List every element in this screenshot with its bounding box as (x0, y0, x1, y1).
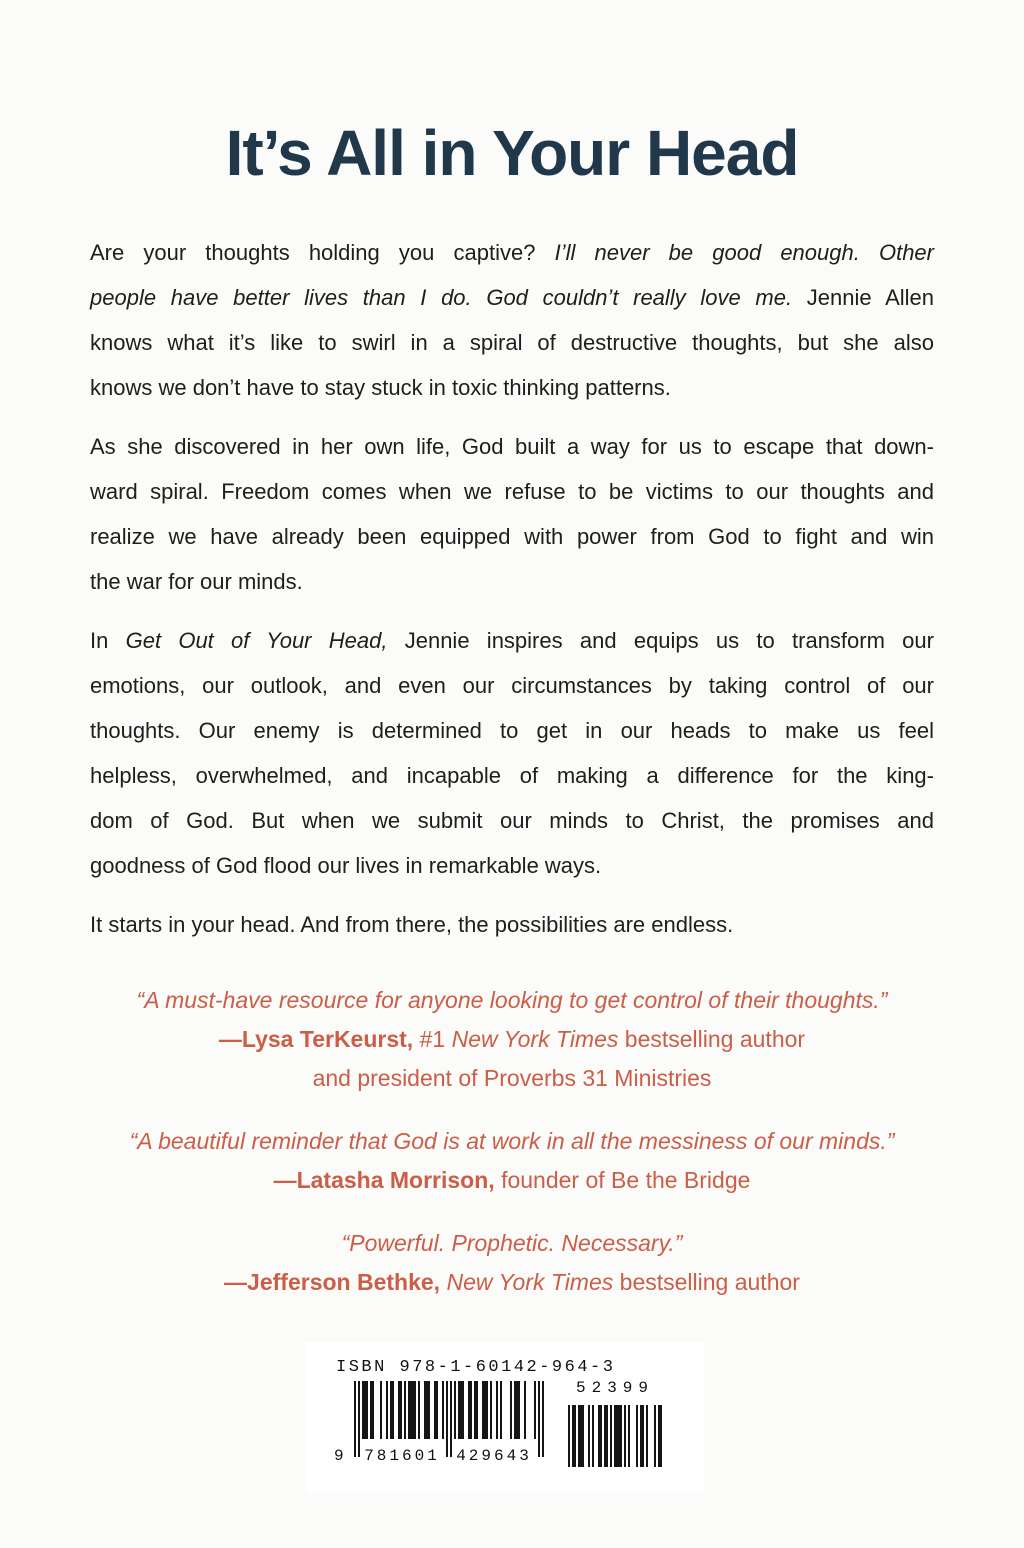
body-line (90, 902, 934, 947)
body-line (90, 424, 934, 469)
barcode-bar (636, 1405, 638, 1467)
barcode-bar (578, 1405, 584, 1467)
attribution-line (0, 1161, 1024, 1200)
barcode-bar (646, 1405, 648, 1467)
text-segment: Jennie inspires and equips us to transform our (387, 628, 934, 654)
barcode-bar (598, 1405, 602, 1467)
text-segment: —Latasha Morrison, (273, 1167, 495, 1194)
attribution-line (0, 1263, 1024, 1302)
body-line (90, 365, 934, 410)
barcode-bar (380, 1381, 382, 1439)
barcode-bar (640, 1405, 644, 1467)
barcode-bar (614, 1405, 622, 1467)
text-segment: Are your thoughts holding you captive? (90, 240, 555, 266)
body-line (90, 843, 934, 888)
text-segment: dom of God. But when we submit our minds to Christ, the promises and (90, 808, 934, 834)
barcode-bar (624, 1405, 626, 1467)
text-segment: bestselling author (613, 1269, 800, 1296)
endorsement-latasha-morrison (0, 1122, 1024, 1200)
barcode-bar (386, 1381, 388, 1439)
endorsement-jefferson-bethke (0, 1224, 1024, 1302)
barcode-bar (446, 1381, 448, 1457)
text-segment: —Lysa TerKeurst, (218, 1026, 414, 1053)
body-line (90, 708, 934, 753)
endorsements (0, 981, 1024, 1302)
text-segment: Get Out of Your Head, (125, 628, 388, 654)
barcode-bar (424, 1381, 430, 1439)
body-line (90, 230, 934, 275)
text-segment: and president of Proverbs 31 Ministries (312, 1065, 712, 1092)
body-line (90, 275, 934, 320)
text-segment: the war for our minds. (90, 569, 303, 595)
barcode-bar (390, 1381, 394, 1439)
cover-title: It’s All in Your Head (225, 117, 799, 189)
barcode-bar (568, 1405, 570, 1467)
endorsement-quote: “A beautiful reminder that God is at work in all the messiness of our minds.” (129, 1128, 895, 1155)
barcode-bar (434, 1381, 438, 1439)
text-segment: thoughts. Our enemy is determined to get in our heads to make us feel (90, 718, 934, 744)
endorsement-lysa-terkeurst (0, 981, 1024, 1098)
endorsement-quote: “A must-have resource for anyone looking to get control of their thoughts.” (136, 987, 888, 1014)
ean5-supplement (566, 1381, 666, 1473)
barcode-bar (500, 1381, 502, 1439)
text-segment: It starts in your head. And from there, the possibilities are endless. (90, 912, 734, 938)
endorsement-attribution (0, 1161, 1024, 1200)
back-cover-copy (0, 190, 1024, 947)
text-segment: goodness of God flood our lives in remarkable ways. (90, 853, 602, 879)
barcode-bar (458, 1381, 464, 1439)
text-segment: —Jefferson Bethke, (224, 1269, 441, 1296)
endorsement-attribution (0, 1020, 1024, 1098)
barcode-bar (354, 1381, 356, 1457)
body-line (90, 753, 934, 798)
body-line (90, 618, 934, 663)
ean13-digits-group2: 429643 (456, 1447, 532, 1466)
body-line (90, 514, 934, 559)
attribution-line (0, 1020, 1024, 1059)
body-paragraph-2 (90, 424, 934, 604)
barcode-bar (474, 1381, 478, 1439)
barcode-bar (408, 1381, 416, 1439)
ean13-digits-group1: 781601 (364, 1447, 440, 1466)
barcode-bar (404, 1381, 406, 1439)
barcode-bar (604, 1405, 608, 1467)
barcode-bar (370, 1381, 374, 1439)
ean13-barcode (336, 1381, 550, 1473)
body-line (90, 559, 934, 604)
text-segment: founder of Be the Bridge (494, 1167, 751, 1194)
text-segment: Jennie Allen (792, 285, 934, 311)
barcode-bar (610, 1405, 612, 1467)
ean5-digits: 52399 (575, 1379, 654, 1398)
barcode-bar (588, 1405, 590, 1467)
text-segment: helpless, overwhelmed, and incapable of making a difference for the king- (90, 763, 934, 789)
text-segment: realize we have already been equipped with power from God to fight and win (90, 524, 934, 550)
body-line (90, 798, 934, 843)
barcode-bar (490, 1381, 492, 1439)
barcode-bar (592, 1405, 594, 1467)
barcode-bar (398, 1381, 402, 1439)
barcode-bar (450, 1381, 452, 1457)
barcode-bar (510, 1381, 512, 1439)
text-segment: knows what it’s like to swirl in a spiral of destructive thoughts, but she also (90, 330, 934, 356)
body-paragraph-3 (90, 618, 934, 888)
barcode-bar (542, 1381, 544, 1457)
barcode-space (526, 1381, 534, 1382)
endorsement-quote: “Powerful. Prophetic. Necessary.” (341, 1230, 683, 1257)
body-line (90, 663, 934, 708)
text-segment: emotions, our outlook, and even our circumstances by taking control of our (90, 673, 934, 699)
barcode-bar (658, 1405, 662, 1467)
barcode-bar (418, 1381, 420, 1439)
barcode-bar (482, 1381, 488, 1439)
text-segment: bestselling author (618, 1026, 806, 1053)
text-segment: I’ll never be good enough. Other (554, 240, 934, 266)
ean13-bars (354, 1381, 544, 1457)
text-segment: New York Times (446, 1269, 614, 1296)
isbn-label: ISBN 978-1-60142-964-3 (336, 1358, 616, 1378)
text-segment: people have better lives than I do. God couldn’t really love me. (90, 285, 793, 311)
body-line (90, 320, 934, 365)
barcode-bar (572, 1405, 576, 1467)
text-segment: In (90, 628, 126, 654)
ean5-bars (566, 1405, 662, 1467)
barcode-bar (358, 1381, 360, 1457)
barcode-space (502, 1381, 510, 1382)
barcode-bar (442, 1381, 444, 1439)
barcode-bar (534, 1381, 536, 1439)
barcode-bar (454, 1381, 456, 1439)
endorsement-attribution (0, 1263, 1024, 1302)
barcode-bar (496, 1381, 498, 1439)
attribution-line (0, 1059, 1024, 1098)
ean13-left-digit: 9 (334, 1447, 344, 1466)
barcode-bar (654, 1405, 656, 1467)
body-paragraph-4 (90, 902, 934, 947)
text-segment: ward spiral. Freedom comes when we refuse to be victims to our thoughts and (90, 479, 934, 505)
text-segment: #1 (413, 1026, 452, 1053)
barcode-bar (514, 1381, 520, 1439)
barcode-bar (362, 1381, 368, 1439)
barcode-bar (468, 1381, 472, 1439)
barcode-row (336, 1381, 704, 1473)
barcode-bar (538, 1381, 540, 1457)
body-line (90, 469, 934, 514)
text-segment: New York Times (451, 1026, 619, 1053)
body-paragraph-1 (90, 230, 934, 410)
barcode-bar (524, 1381, 526, 1439)
barcode-bar (628, 1405, 630, 1467)
barcode-panel (306, 1342, 704, 1492)
text-segment: knows we don’t have to stay stuck in toxic thinking patterns. (90, 375, 671, 401)
text-segment: As she discovered in her own life, God built a way for us to escape that down- (90, 434, 934, 460)
